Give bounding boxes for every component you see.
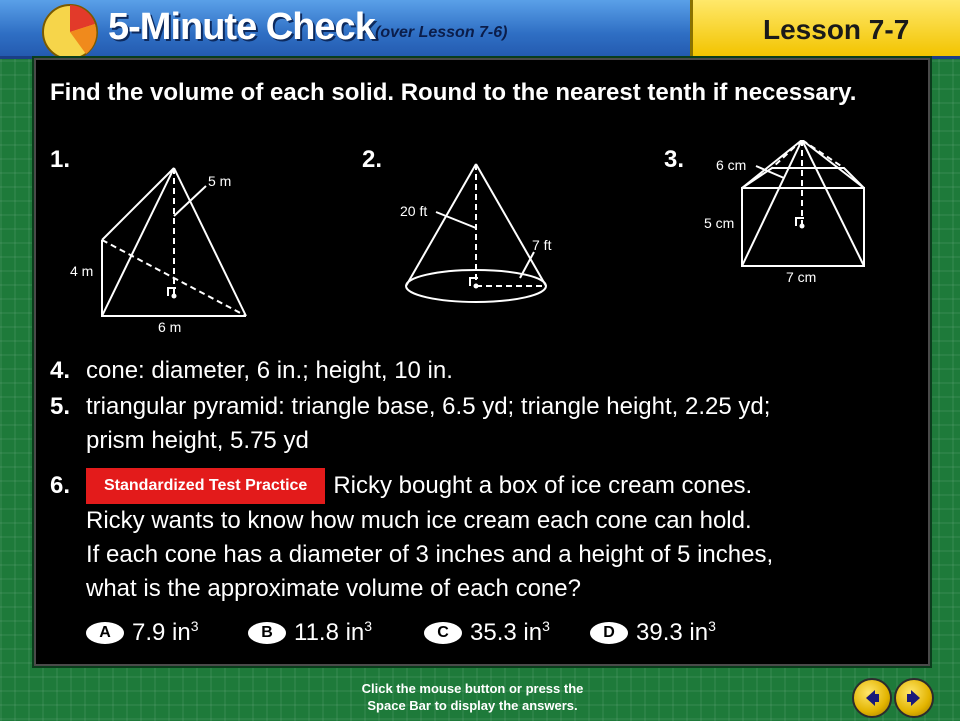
lesson-box [690, 0, 960, 56]
choice-b-exponent: 3 [364, 618, 373, 634]
question-6-line-1: Ricky bought a box of ice cream cones. [333, 472, 753, 499]
question-5 [50, 390, 770, 458]
question-5-line-1: triangular pyramid: triangle base, 6.5 yd; triangle height, 2.25 yd; [86, 393, 771, 420]
choice-a-exponent: 3 [190, 618, 199, 634]
header-bar [0, 0, 960, 59]
choice-d-exponent: 3 [708, 618, 716, 634]
choice-b[interactable] [248, 618, 372, 647]
fig1-slant-label: 5 m [208, 173, 232, 189]
fig2-radius-label: 7 ft [532, 237, 552, 253]
question-5-number: 5. [50, 393, 71, 420]
choice-a[interactable] [86, 618, 199, 647]
choice-b-value: 11.8 in [294, 619, 365, 646]
question-6-line-4: what is the approximate volume of each cone? [86, 575, 581, 602]
question-5-line-2: prism height, 5.75 yd [86, 427, 309, 454]
choice-c-exponent: 3 [542, 618, 550, 634]
pie-clock-icon [40, 2, 100, 62]
footer-instructions [300, 680, 645, 714]
choice-c[interactable] [424, 618, 550, 647]
choice-d[interactable] [590, 618, 716, 647]
question-6-number: 6. [50, 472, 71, 499]
choice-d-value: 39.3 in [636, 619, 709, 646]
choice-a-value: 7.9 in [132, 619, 191, 646]
question-6-line-3: If each cone has a diameter of 3 inches and a height of 5 inches, [86, 541, 774, 568]
fig3-width-label: 7 cm [786, 269, 817, 285]
instructions: Find the volume of each solid. Round to the nearest tenth if necessary. [50, 79, 857, 106]
figure-2-cone [356, 160, 596, 310]
figure-2-number: 2. [362, 146, 383, 173]
page-subtitle: (over Lesson 7-6) [375, 24, 508, 41]
choice-a-letter: A [86, 622, 124, 644]
choice-c-letter: C [424, 622, 462, 644]
figure-1-number: 1. [50, 146, 71, 173]
answer-choices [86, 618, 916, 652]
question-4-text: cone: diameter, 6 in.; height, 10 in. [86, 357, 453, 384]
footer-line-2: Space Bar to display the answers. [367, 698, 578, 713]
choice-c-value: 35.3 in [470, 619, 543, 646]
fig3-depth-label: 6 cm [716, 157, 747, 173]
back-arrow-icon [854, 680, 890, 716]
forward-button[interactable] [894, 678, 934, 718]
fig3-height-label: 5 cm [704, 215, 735, 231]
page-title: 5-Minute Check [108, 6, 375, 48]
figure-3-pyramid-prism [700, 140, 900, 290]
fig2-height-label: 20 ft [400, 203, 428, 219]
back-button[interactable] [852, 678, 892, 718]
lesson-label: Lesson 7-7 [763, 14, 910, 45]
fig1-height-label: 4 m [70, 263, 94, 279]
question-panel [34, 58, 930, 666]
question-6 [50, 468, 773, 606]
forward-arrow-icon [896, 680, 932, 716]
figure-1-pyramid [66, 160, 266, 340]
footer-line-1: Click the mouse button or press the [361, 681, 584, 696]
question-4-number: 4. [50, 357, 71, 384]
standardized-test-badge: Standardized Test Practice [86, 468, 325, 504]
fig1-base-label: 6 m [158, 319, 182, 335]
figure-3-number: 3. [664, 146, 685, 173]
question-6-line-2: Ricky wants to know how much ice cream each cone can hold. [86, 507, 752, 534]
question-4 [50, 354, 453, 388]
choice-b-letter: B [248, 622, 286, 644]
choice-d-letter: D [590, 622, 628, 644]
